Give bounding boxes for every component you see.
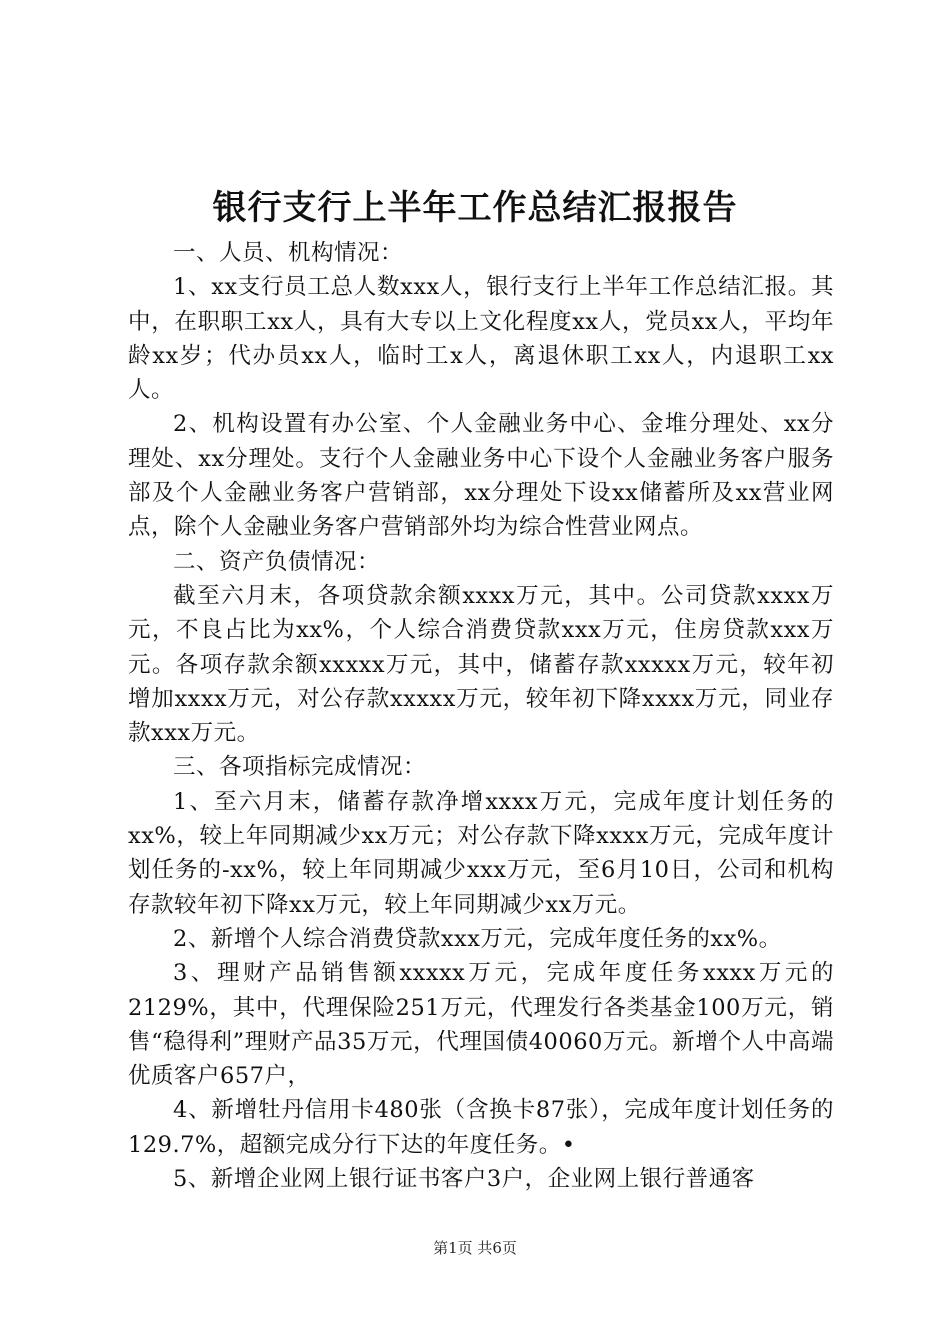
section-heading-assets: 二、资产负债情况： [173,548,381,575]
paragraph-loans-deposits: 截至六月末，各项贷款余额xxxx万元，其中。公司贷款xxxx万元，不良占比为xx%，个人综合消费贷款xxx万元，住房贷款xxx万元。各项存款余额xxxxx万元，其中，储蓄存款xxxxx万元，较年初增加xxxx万元，对公存款xxxxx万元，较年初下降xxxx万元，同业存款xxx万元。 [128,582,834,747]
paragraph-indicator-5: 5、新增企业网上银行证书客户3户，企业网上银行普通客 [173,1166,755,1193]
paragraph-indicator-3: 3、理财产品销售额xxxxx万元，完成年度任务xxxx万元的2129%，其中，代理保险251万元，代理发行各类基金100万元，销售“稳得利”理财产品35万元，代理国债40060万元。新增个人中高端优质客户657户， [128,960,834,1090]
paragraph-organization: 2、机构设置有办公室、个人金融业务中心、金堆分理处、xx分理处、xx分理处。支行个人金融业务中心下设个人金融业务客户服务部及个人金融业务客户营销部，xx分理处下设xx储蓄所及xx营业网点，除个人金融业务客户营销部外均为综合性营业网点。 [128,411,834,541]
paragraph-staff-count: 1、xx支行员工总人数xxx人，银行支行上半年工作总结汇报。其中，在职职工xx人，具有大专以上文化程度xx人，党员xx人，平均年龄xx岁；代办员xx人，临时工x人，离退休职工xx人，内退职工xx人。 [128,274,834,404]
document-body [128,236,834,1196]
section-heading-indicators: 三、各项指标完成情况： [173,754,427,781]
paragraph-indicator-4: 4、新增牡丹信用卡480张（含换卡87张），完成年度计划任务的129.7%，超额完成分行下达的年度任务。• [128,1097,834,1158]
paragraph-indicator-1: 1、至六月末，储蓄存款净增xxxx万元，完成年度计划任务的xx%，较上年同期减少xx万元；对公存款下降xxxx万元，完成年度计划任务的-xx%，较上年同期减少xxx万元，至6月10日，公司和机构存款较年初下降xx万元，较上年同期减少xx万元。 [128,788,834,918]
document-title: 银行支行上半年工作总结汇报报告 [212,188,738,228]
paragraph-indicator-2: 2、新增个人综合消费贷款xxx万元，完成年度任务的xx%。 [173,925,782,952]
section-heading-personnel: 一、人员、机构情况： [173,240,404,266]
page-indicator: 第1页 共6页 [433,1239,517,1257]
